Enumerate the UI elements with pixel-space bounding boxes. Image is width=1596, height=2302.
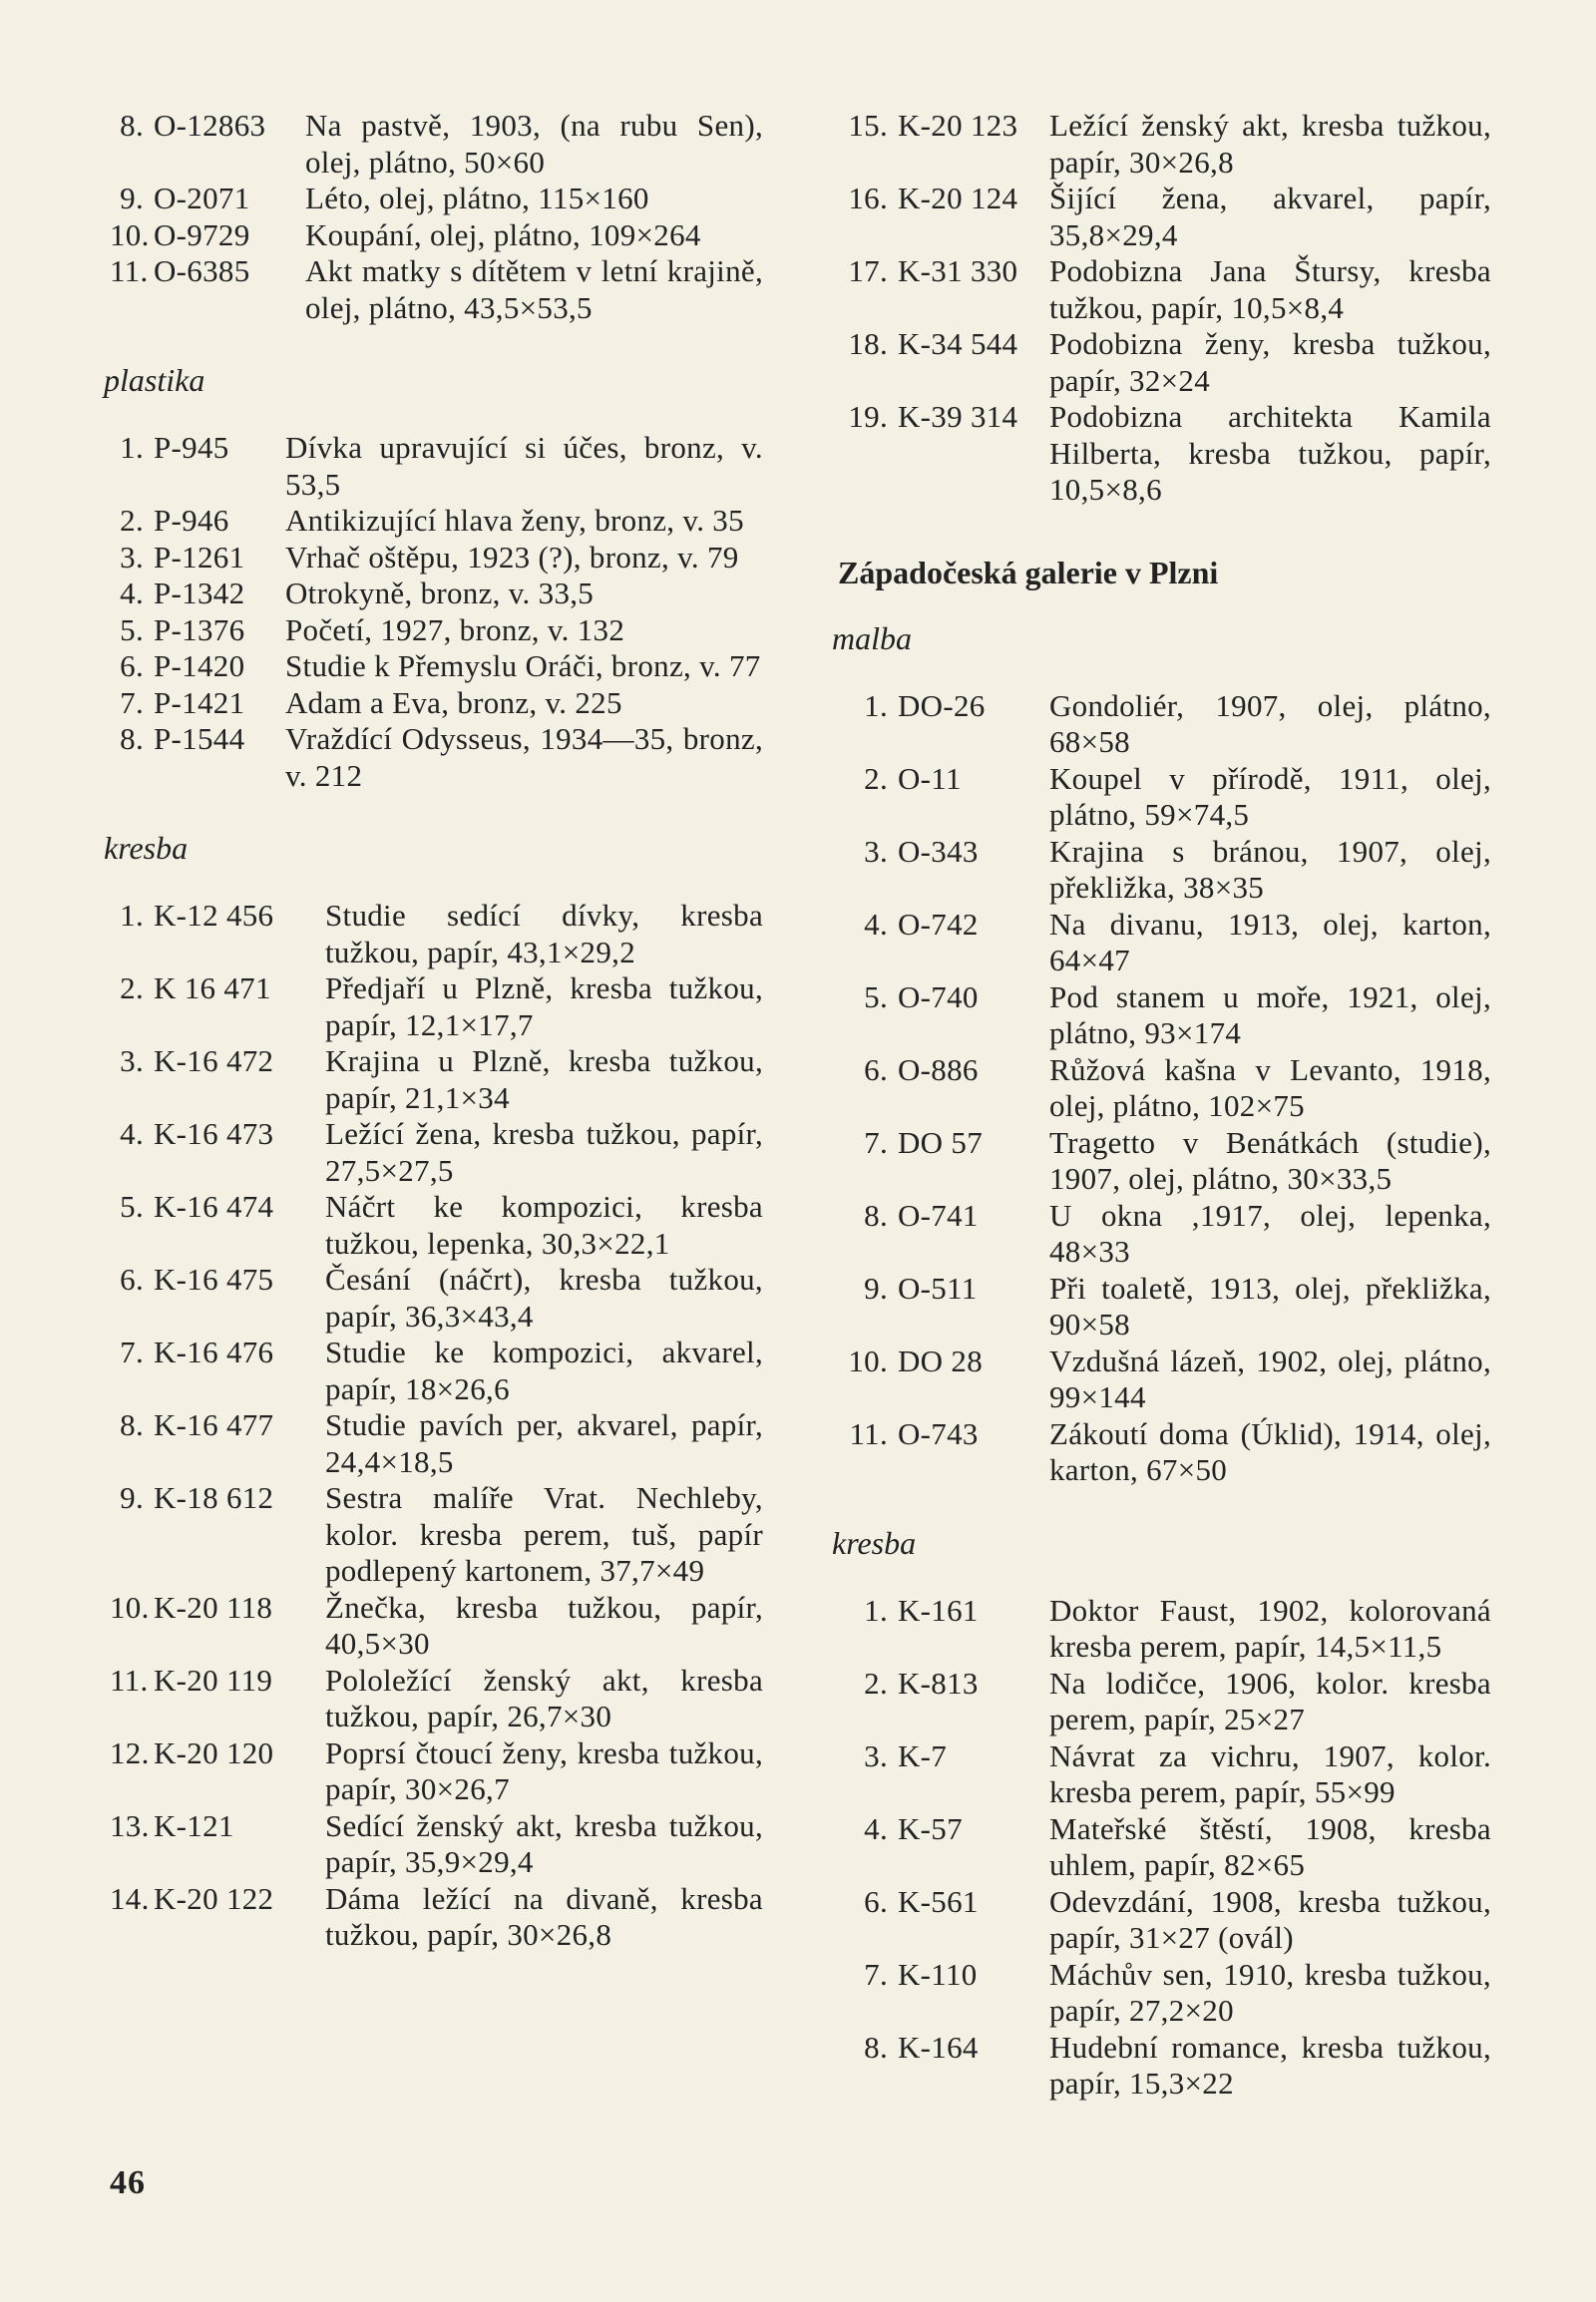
entry-number: 5. [120,1189,144,1224]
inventory-code: K-164 [898,2029,979,2065]
catalogue-entry [838,1271,1491,1343]
entry-description: Na pastvě, 1903, (na rubu Sen), olej, plátno, 50×60 [305,108,763,180]
entry-number: 3. [120,1043,144,1078]
inventory-code: K-31 330 [898,253,1018,288]
catalogue-entry [110,576,763,612]
catalogue-entry [838,834,1491,907]
catalogue-entry [110,1480,763,1590]
entry-number: 7. [864,1124,888,1160]
entry-number: 7. [120,684,144,720]
entry-number: 9. [120,181,144,215]
entry-description: Podobizna Jana Štursy, kresba tužkou, papír, 10,5×8,4 [1049,253,1491,325]
entry-number: 8. [120,721,144,756]
entry-description: Studie pavích per, akvarel, papír, 24,4×18,5 [325,1407,763,1479]
entry-number: 11. [849,1415,888,1451]
entry-number: 18. [848,326,888,361]
entry-number: 19. [848,399,888,434]
page-number: 46 [110,2164,146,2201]
entry-description: Máchův sen, 1910, kresba tužkou, papír, 27,2×20 [1049,1956,1491,2028]
entry-number: 9. [120,1480,144,1515]
inventory-code: K-16 477 [154,1407,274,1442]
inventory-code: DO 28 [898,1343,984,1378]
catalogue-entry [110,1262,763,1335]
inventory-code: O-11 [898,760,962,796]
inventory-code: O-12863 [154,108,266,143]
catalogue-entry [838,1666,1491,1738]
inventory-code: K 16 471 [154,970,271,1005]
entry-number: 13. [110,1807,150,1843]
catalogue-entry [110,612,763,649]
gallery-malba-list [838,688,1491,1489]
malba-list [110,108,763,326]
inventory-code: K-20 118 [154,1589,273,1625]
catalogue-entry [110,898,763,970]
entry-description: Při toaletě, 1913, olej, překližka, 90×58 [1049,1270,1491,1342]
inventory-code: O-343 [898,833,979,869]
entry-description: Adam a Eva, bronz, v. 225 [285,684,622,720]
catalogue-entry [110,648,763,685]
inventory-code: K-110 [898,1956,978,1992]
catalogue-entry [110,1663,763,1735]
kresba-list [110,898,763,1954]
entry-number: 17. [848,253,888,288]
catalogue-entry [838,761,1491,834]
gallery-kresba-list [838,1593,1491,2103]
entry-description: Žnečka, kresba tužkou, papír, 40,5×30 [325,1589,763,1661]
catalogue-entry [110,1043,763,1116]
entry-description: Poprsí čtoucí ženy, kresba tužkou, papír, 30×26,7 [325,1734,763,1806]
entry-description: Pololežící ženský akt, kresba tužkou, papír, 26,7×30 [325,1662,763,1733]
entry-description: Dáma ležící na divaně, kresba tužkou, papír, 30×26,8 [325,1880,763,1952]
gallery-heading: Západočeská galerie v Plzni [838,554,1219,590]
catalogue-entry [838,907,1491,979]
entry-number: 10. [110,1589,150,1625]
entry-number: 5. [864,978,888,1014]
entry-number: 1. [120,898,144,933]
inventory-code: O-2071 [154,181,250,215]
entry-number: 14. [110,1880,150,1916]
entry-number: 16. [848,181,888,215]
inventory-code: DO 57 [898,1124,984,1160]
inventory-code: O-743 [898,1415,979,1451]
entry-description: Otrokyně, bronz, v. 33,5 [285,576,595,610]
catalogue-entry [110,503,763,540]
entry-description: Antikizující hlava ženy, bronz, v. 35 [285,503,744,538]
entry-number: 6. [864,1883,888,1919]
entry-number: 4. [120,576,144,610]
inventory-code: K-161 [898,1592,979,1628]
catalogue-entry [110,1590,763,1663]
catalogue-entry [110,217,763,254]
inventory-code: P-1261 [154,539,245,575]
catalogue-entry [110,685,763,722]
entry-description: Podobizna architekta Kamila Hilberta, kresba tužkou, papír, 10,5×8,6 [1049,399,1491,507]
entry-number: 12. [110,1734,150,1770]
inventory-code: K-12 456 [154,898,274,933]
entry-number: 8. [864,2029,888,2065]
catalogue-entry [838,1125,1491,1198]
inventory-code: P-1421 [154,684,245,720]
catalogue-entry [838,979,1491,1052]
entry-description: Tragetto v Benátkách (studie), 1907, olej, plátno, 30×33,5 [1049,1124,1491,1196]
catalogue-entry [838,1052,1491,1125]
entry-number: 2. [120,503,144,538]
entry-number: 11. [110,253,149,288]
catalogue-entry [110,108,763,181]
section-heading-kresba: kresba [104,830,189,866]
catalogue-entry [110,1116,763,1189]
catalogue-entry [838,108,1491,181]
entry-number: 5. [120,611,144,647]
entry-number: 3. [864,1737,888,1773]
entry-description: Léto, olej, plátno, 115×160 [305,181,649,215]
inventory-code: O-886 [898,1051,979,1087]
entry-description: Sestra malíře Vrat. Nechleby, kolor. kresba perem, tuš, papír podlepený kartonem, 37,7×49 [325,1480,763,1588]
entry-description: Podobizna ženy, kresba tužkou, papír, 32×24 [1049,326,1491,398]
catalogue-entry [110,970,763,1043]
catalogue-entry [838,326,1491,399]
entry-description: Studie ke kompozici, akvarel, papír, 18×26,6 [325,1335,763,1406]
entry-number: 11. [110,1662,149,1698]
catalogue-entry [110,540,763,576]
catalogue-entry [838,1957,1491,2030]
inventory-code: K-561 [898,1883,979,1919]
inventory-code: K-16 476 [154,1335,274,1369]
catalogue-entry [110,1189,763,1262]
entry-number: 7. [864,1956,888,1992]
inventory-code: K-57 [898,1810,963,1846]
entry-description: Návrat za vichru, 1907, kolor. kresba perem, papír, 55×99 [1049,1737,1491,1809]
inventory-code: O-740 [898,978,979,1014]
catalogue-entry [110,181,763,217]
inventory-code: K-16 473 [154,1116,274,1151]
entry-description: Početí, 1927, bronz, v. 132 [285,611,625,647]
entry-number: 1. [120,430,144,465]
inventory-code: K-20 119 [154,1662,273,1698]
catalogue-entry [838,181,1491,253]
entry-description: Zákoutí doma (Úklid), 1914, olej, karton, 67×50 [1049,1415,1491,1487]
entry-number: 1. [864,1592,888,1628]
entry-description: Růžová kašna v Levanto, 1918, olej, plátno, 102×75 [1049,1051,1491,1123]
entry-description: Ležící žena, kresba tužkou, papír, 27,5×27,5 [325,1116,763,1188]
catalogue-entry [110,1735,763,1808]
entry-number: 2. [864,1665,888,1701]
entry-description: Koupel v přírodě, 1911, olej, plátno, 59×74,5 [1049,760,1491,832]
inventory-code: K-18 612 [154,1480,274,1515]
inventory-code: K-39 314 [898,399,1018,434]
entry-number: 4. [864,1810,888,1846]
entry-description: Odevzdání, 1908, kresba tužkou, papír, 31×27 (ovál) [1049,1883,1491,1955]
entry-number: 9. [864,1270,888,1306]
entry-description: Ležící ženský akt, kresba tužkou, papír, 30×26,8 [1049,108,1491,180]
inventory-code: O-742 [898,906,979,942]
inventory-code: K-20 122 [154,1880,274,1916]
entry-number: 10. [110,216,150,252]
inventory-code: K-121 [154,1807,234,1843]
catalogue-entry [838,688,1491,761]
entry-description: Gondoliér, 1907, olej, plátno, 68×58 [1049,687,1491,759]
inventory-code: O-511 [898,1270,978,1306]
entry-description: Šijící žena, akvarel, papír, 35,8×29,4 [1049,181,1491,252]
entry-description: Doktor Faust, 1902, kolorovaná kresba perem, papír, 14,5×11,5 [1049,1592,1491,1664]
entry-description: Dívka upravující si účes, bronz, v. 53,5 [285,430,763,502]
inventory-code: P-946 [154,503,229,538]
entry-description: Hudební romance, kresba tužkou, papír, 15,3×22 [1049,2029,1491,2101]
inventory-code: O-741 [898,1197,979,1233]
entry-number: 10. [848,1343,888,1378]
inventory-code: P-945 [154,430,229,465]
inventory-code: K-16 472 [154,1043,274,1078]
entry-description: Koupání, olej, plátno, 109×264 [305,216,701,252]
entry-description: Sedící ženský akt, kresba tužkou, papír, 35,9×29,4 [325,1807,763,1879]
catalogue-entry [110,1881,763,1954]
inventory-code: K-7 [898,1737,948,1773]
entry-description: Krajina u Plzně, kresba tužkou, papír, 21,1×34 [325,1043,763,1115]
catalogue-entry [838,1593,1491,1666]
entry-description: Mateřské štěstí, 1908, kresba uhlem, papír, 82×65 [1049,1810,1491,1882]
inventory-code: P-1342 [154,576,245,610]
entry-description: Předjaří u Plzně, kresba tužkou, papír, 12,1×17,7 [325,970,763,1042]
entry-number: 15. [848,108,888,143]
kresba-continued-list [838,108,1491,509]
entry-description: Studie sedící dívky, kresba tužkou, papír, 43,1×29,2 [325,898,763,969]
inventory-code: K-20 123 [898,108,1018,143]
entry-number: 8. [864,1197,888,1233]
section-heading-malba: malba [832,619,912,656]
catalogue-entry [838,2030,1491,2103]
catalogue-entry [838,253,1491,326]
inventory-code: DO-26 [898,687,986,723]
plastika-list [110,430,763,794]
catalogue-entry [110,253,763,326]
entry-description: Náčrt ke kompozici, kresba tužkou, lepenka, 30,3×22,1 [325,1189,763,1261]
inventory-code: K-16 475 [154,1262,274,1297]
catalogue-entry [838,1884,1491,1957]
catalogue-entry [110,1407,763,1480]
entry-number: 4. [120,1116,144,1151]
entry-number: 6. [120,1262,144,1297]
catalogue-entry [110,1808,763,1881]
entry-number: 6. [120,648,144,683]
inventory-code: K-20 124 [898,181,1018,215]
inventory-code: O-9729 [154,216,250,252]
catalogue-entry [838,1811,1491,1884]
inventory-code: P-1376 [154,611,245,647]
right-column [832,108,1491,2103]
section-heading-plastika: plastika [104,362,205,398]
entry-number: 8. [120,108,144,143]
entry-number: 3. [120,539,144,575]
entry-description: Na divanu, 1913, olej, karton, 64×47 [1049,906,1491,977]
entry-description: Vzdušná lázeň, 1902, olej, plátno, 99×144 [1049,1343,1491,1414]
entry-description: Akt matky s dítětem v letní krajině, olej, plátno, 43,5×53,5 [305,253,763,325]
entry-description: Vraždící Odysseus, 1934—35, bronz, v. 212 [285,721,763,793]
entry-description: Studie k Přemyslu Oráči, bronz, v. 77 [285,648,761,683]
catalogue-entry [110,721,763,794]
entry-number: 8. [120,1407,144,1442]
left-column [104,108,763,1954]
entry-number: 7. [120,1335,144,1369]
inventory-code: P-1420 [154,648,245,683]
catalogue-entry [838,399,1491,509]
section-heading-kresba-gallery: kresba [832,1524,917,1561]
entry-description: Vrhač oštěpu, 1923 (?), bronz, v. 79 [285,539,739,575]
catalogue-entry [838,1343,1491,1416]
catalogue-entry [110,430,763,503]
entry-number: 1. [864,687,888,723]
entry-number: 2. [864,760,888,796]
inventory-code: K-16 474 [154,1189,274,1224]
entry-number: 2. [120,970,144,1005]
entry-number: 6. [864,1051,888,1087]
entry-description: Na lodičce, 1906, kolor. kresba perem, papír, 25×27 [1049,1665,1491,1736]
entry-description: Česání (náčrt), kresba tužkou, papír, 36,3×43,4 [325,1262,763,1334]
entry-description: Krajina s bránou, 1907, olej, překližka, 38×35 [1049,833,1491,905]
catalogue-entry [110,1335,763,1407]
entry-description: U okna ,1917, olej, lepenka, 48×33 [1049,1197,1491,1269]
inventory-code: O-6385 [154,253,250,288]
entry-number: 3. [864,833,888,869]
catalogue-entry [838,1416,1491,1489]
catalogue-entry [838,1738,1491,1811]
inventory-code: K-20 120 [154,1734,274,1770]
entry-description: Pod stanem u moře, 1921, olej, plátno, 93×174 [1049,978,1491,1050]
inventory-code: K-34 544 [898,326,1018,361]
entry-number: 4. [864,906,888,942]
inventory-code: K-813 [898,1665,979,1701]
inventory-code: P-1544 [154,721,245,756]
catalogue-entry [838,1198,1491,1271]
